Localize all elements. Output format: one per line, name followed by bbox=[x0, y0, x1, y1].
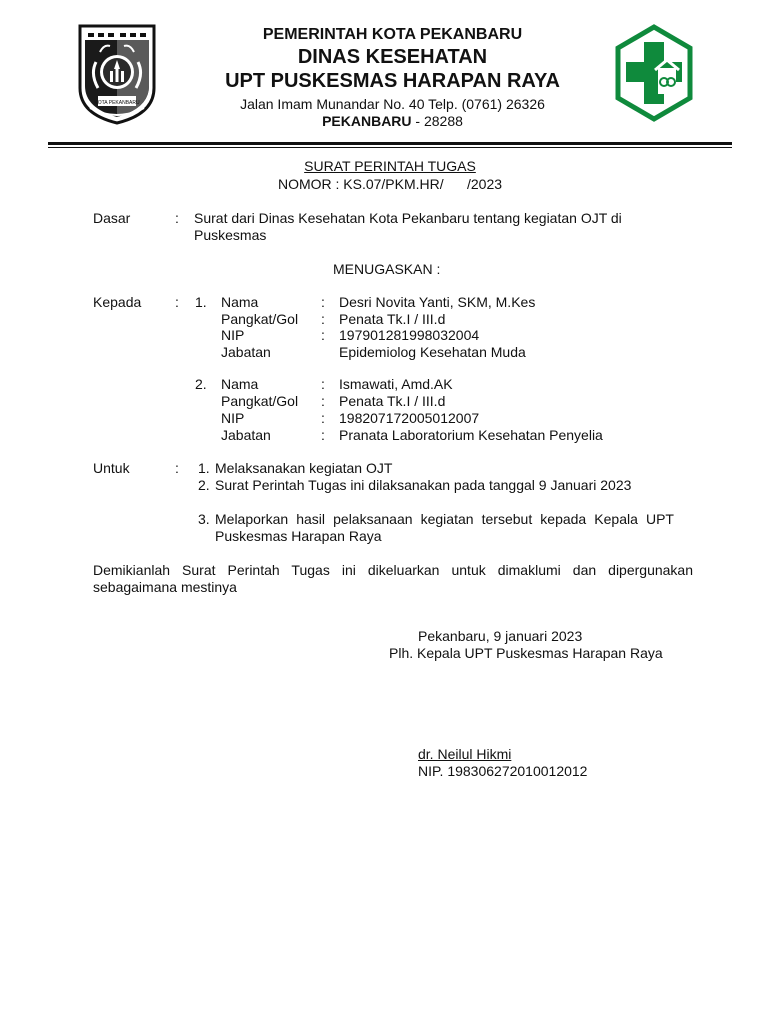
field-value: 197901281998032004 bbox=[339, 327, 480, 343]
letterhead-government: PEMERINTAH KOTA PEKANBARU bbox=[262, 26, 523, 43]
untuk-item-number: 1. bbox=[198, 460, 210, 476]
signature-position: Plh. Kepala UPT Puskesmas Harapan Raya bbox=[389, 645, 663, 661]
letterhead-postcode: - 28288 bbox=[411, 113, 463, 129]
puskesmas-cross-logo-icon bbox=[614, 24, 694, 122]
untuk-colon: : bbox=[175, 460, 179, 476]
letterhead-office: UPT PUSKESMAS HARAPAN RAYA bbox=[225, 70, 560, 92]
document-number: NOMOR : KS.07/PKM.HR/ /2023 bbox=[277, 176, 503, 192]
document-title: SURAT PERINTAH TUGAS bbox=[304, 158, 476, 174]
kepada-label: Kepada bbox=[93, 294, 142, 310]
kepada-colon: : bbox=[175, 294, 179, 310]
field-colon: : bbox=[321, 376, 325, 392]
signature-name: dr. Neilul Hikmi bbox=[418, 746, 512, 762]
field-label: Pangkat/Gol bbox=[221, 393, 299, 409]
field-value: Penata Tk.I / III.d bbox=[339, 311, 446, 327]
letterhead-city-line bbox=[200, 113, 585, 129]
field-colon: : bbox=[321, 311, 325, 327]
signature-place-date: Pekanbaru, 9 januari 2023 bbox=[418, 628, 583, 644]
field-colon: : bbox=[321, 427, 325, 443]
field-colon: : bbox=[321, 327, 325, 343]
field-label: Nama bbox=[221, 294, 259, 310]
field-value: Epidemiolog Kesehatan Muda bbox=[339, 344, 526, 360]
field-value: Desri Novita Yanti, SKM, M.Kes bbox=[339, 294, 536, 310]
untuk-item-text: Surat Perintah Tugas ini dilaksanakan pada tanggal 9 Januari 2023 bbox=[215, 477, 632, 493]
field-value: Penata Tk.I / III.d bbox=[339, 393, 446, 409]
header-rule-thin bbox=[48, 147, 732, 148]
svg-text:KOTA PEKANBARU: KOTA PEKANBARU bbox=[94, 100, 140, 106]
field-value: Pranata Laboratorium Kesehatan Penyelia bbox=[339, 427, 603, 443]
untuk-item-number: 2. bbox=[198, 477, 210, 493]
field-label: Nama bbox=[221, 376, 259, 392]
letterhead-address: Jalan Imam Munandar No. 40 Telp. (0761) 26326 bbox=[240, 96, 545, 112]
field-value: Ismawati, Amd.AK bbox=[339, 376, 453, 392]
person-number: 1. bbox=[195, 294, 207, 310]
header-rule-thick bbox=[48, 142, 732, 145]
closing-paragraph: Demikianlah Surat Perintah Tugas ini dikeluarkan untuk dimaklumi dan dipergunakan sebagaimana mestinya bbox=[93, 562, 693, 595]
dasar-colon: : bbox=[175, 210, 179, 226]
field-colon: : bbox=[321, 410, 325, 426]
dasar-label: Dasar bbox=[93, 210, 131, 226]
field-colon: : bbox=[321, 294, 325, 310]
field-value: 198207172005012007 bbox=[339, 410, 480, 426]
letterhead-city: PEKANBARU bbox=[322, 113, 412, 129]
letterhead-department: DINAS KESEHATAN bbox=[297, 46, 488, 68]
untuk-item-text: Melaporkan hasil pelaksanaan kegiatan tersebut kepada Kepala UPT Puskesmas Harapan Raya bbox=[215, 511, 674, 544]
field-label: NIP bbox=[221, 327, 245, 343]
field-colon: : bbox=[321, 393, 325, 409]
field-label: Jabatan bbox=[221, 427, 271, 443]
menugaskan-heading: MENUGASKAN : bbox=[333, 261, 441, 277]
untuk-item-number: 3. bbox=[198, 511, 210, 527]
dasar-text: Surat dari Dinas Kesehatan Kota Pekanbaru tentang kegiatan OJT di Puskesmas bbox=[194, 210, 622, 243]
person-number: 2. bbox=[195, 376, 207, 392]
field-label: Pangkat/Gol bbox=[221, 311, 299, 327]
field-label: Jabatan bbox=[221, 344, 271, 360]
signature-nip: NIP. 198306272010012012 bbox=[418, 763, 588, 779]
field-label: NIP bbox=[221, 410, 245, 426]
untuk-label: Untuk bbox=[93, 460, 130, 476]
pekanbaru-city-seal-icon bbox=[76, 22, 158, 126]
untuk-item-text: Melaksanakan kegiatan OJT bbox=[215, 460, 393, 476]
